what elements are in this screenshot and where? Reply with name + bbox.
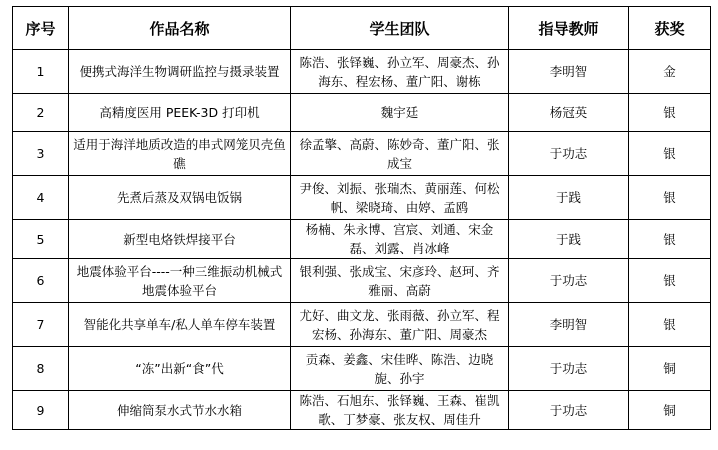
cell-teacher: 于践	[509, 176, 629, 220]
cell-teacher: 杨冠英	[509, 94, 629, 132]
table-row	[13, 220, 711, 259]
cell-teacher: 于功志	[509, 391, 629, 430]
cell-title: 地震体验平台----一种三维振动机械式地震体验平台	[69, 259, 291, 303]
cell-award: 银	[629, 176, 711, 220]
cell-team: 尹俊、刘振、张瑞杰、黄丽莲、何松帆、梁晓琦、由婷、孟鸥	[291, 176, 509, 220]
cell-award: 银	[629, 259, 711, 303]
cell-seq: 9	[13, 391, 69, 430]
table-row	[13, 94, 711, 132]
cell-team: 尤好、曲文龙、张雨薇、孙立军、程宏杨、孙海东、董广阳、周豪杰	[291, 303, 509, 347]
header-seq: 序号	[13, 7, 69, 50]
cell-title: 高精度医用 PEEK-3D 打印机	[69, 94, 291, 132]
cell-team: 徐孟擎、高蔚、陈妙奇、董广阳、张成宝	[291, 132, 509, 176]
cell-teacher: 李明智	[509, 50, 629, 94]
header-team: 学生团队	[291, 7, 509, 50]
cell-seq: 3	[13, 132, 69, 176]
header-title: 作品名称	[69, 7, 291, 50]
cell-team: 陈浩、张铎巍、孙立军、周豪杰、孙海东、程宏杨、董广阳、谢栋	[291, 50, 509, 94]
cell-teacher: 于功志	[509, 347, 629, 391]
table-row	[13, 132, 711, 176]
cell-team: 陈浩、石旭东、张铎巍、王森、崔凯歌、丁梦豪、张友权、周佳升	[291, 391, 509, 430]
cell-title: 便携式海洋生物调研监控与摄录装置	[69, 50, 291, 94]
cell-seq: 4	[13, 176, 69, 220]
cell-teacher: 于功志	[509, 132, 629, 176]
cell-seq: 2	[13, 94, 69, 132]
table-row	[13, 259, 711, 303]
cell-seq: 8	[13, 347, 69, 391]
cell-title: 适用于海洋地质改造的串式网笼贝壳鱼礁	[69, 132, 291, 176]
table-row	[13, 391, 711, 430]
header-row	[13, 7, 711, 50]
table-row	[13, 303, 711, 347]
cell-teacher: 于践	[509, 220, 629, 259]
table-row	[13, 50, 711, 94]
cell-title: 伸缩筒泵水式节水水箱	[69, 391, 291, 430]
header-teacher: 指导教师	[509, 7, 629, 50]
cell-team: 杨楠、朱永博、宫宸、刘通、宋金磊、刘露、肖冰峰	[291, 220, 509, 259]
table-row	[13, 347, 711, 391]
cell-teacher: 于功志	[509, 259, 629, 303]
cell-seq: 5	[13, 220, 69, 259]
cell-award: 银	[629, 94, 711, 132]
cell-team: 银利强、张成宝、宋彦玲、赵珂、齐雅丽、高蔚	[291, 259, 509, 303]
cell-team: 魏宇廷	[291, 94, 509, 132]
table-row	[13, 176, 711, 220]
cell-seq: 7	[13, 303, 69, 347]
cell-award: 银	[629, 303, 711, 347]
cell-award: 银	[629, 220, 711, 259]
header-award: 获奖	[629, 7, 711, 50]
cell-title: 先煮后蒸及双锅电饭锅	[69, 176, 291, 220]
cell-teacher: 李明智	[509, 303, 629, 347]
cell-seq: 6	[13, 259, 69, 303]
cell-award: 铜	[629, 391, 711, 430]
cell-award: 铜	[629, 347, 711, 391]
cell-award: 银	[629, 132, 711, 176]
cell-title: “冻”出新“食”代	[69, 347, 291, 391]
cell-seq: 1	[13, 50, 69, 94]
cell-award: 金	[629, 50, 711, 94]
cell-team: 贡森、姜鑫、宋佳晔、陈浩、边晓旎、孙宇	[291, 347, 509, 391]
cell-title: 智能化共享单车/私人单车停车装置	[69, 303, 291, 347]
cell-title: 新型电烙铁焊接平台	[69, 220, 291, 259]
awards-table	[12, 6, 711, 430]
